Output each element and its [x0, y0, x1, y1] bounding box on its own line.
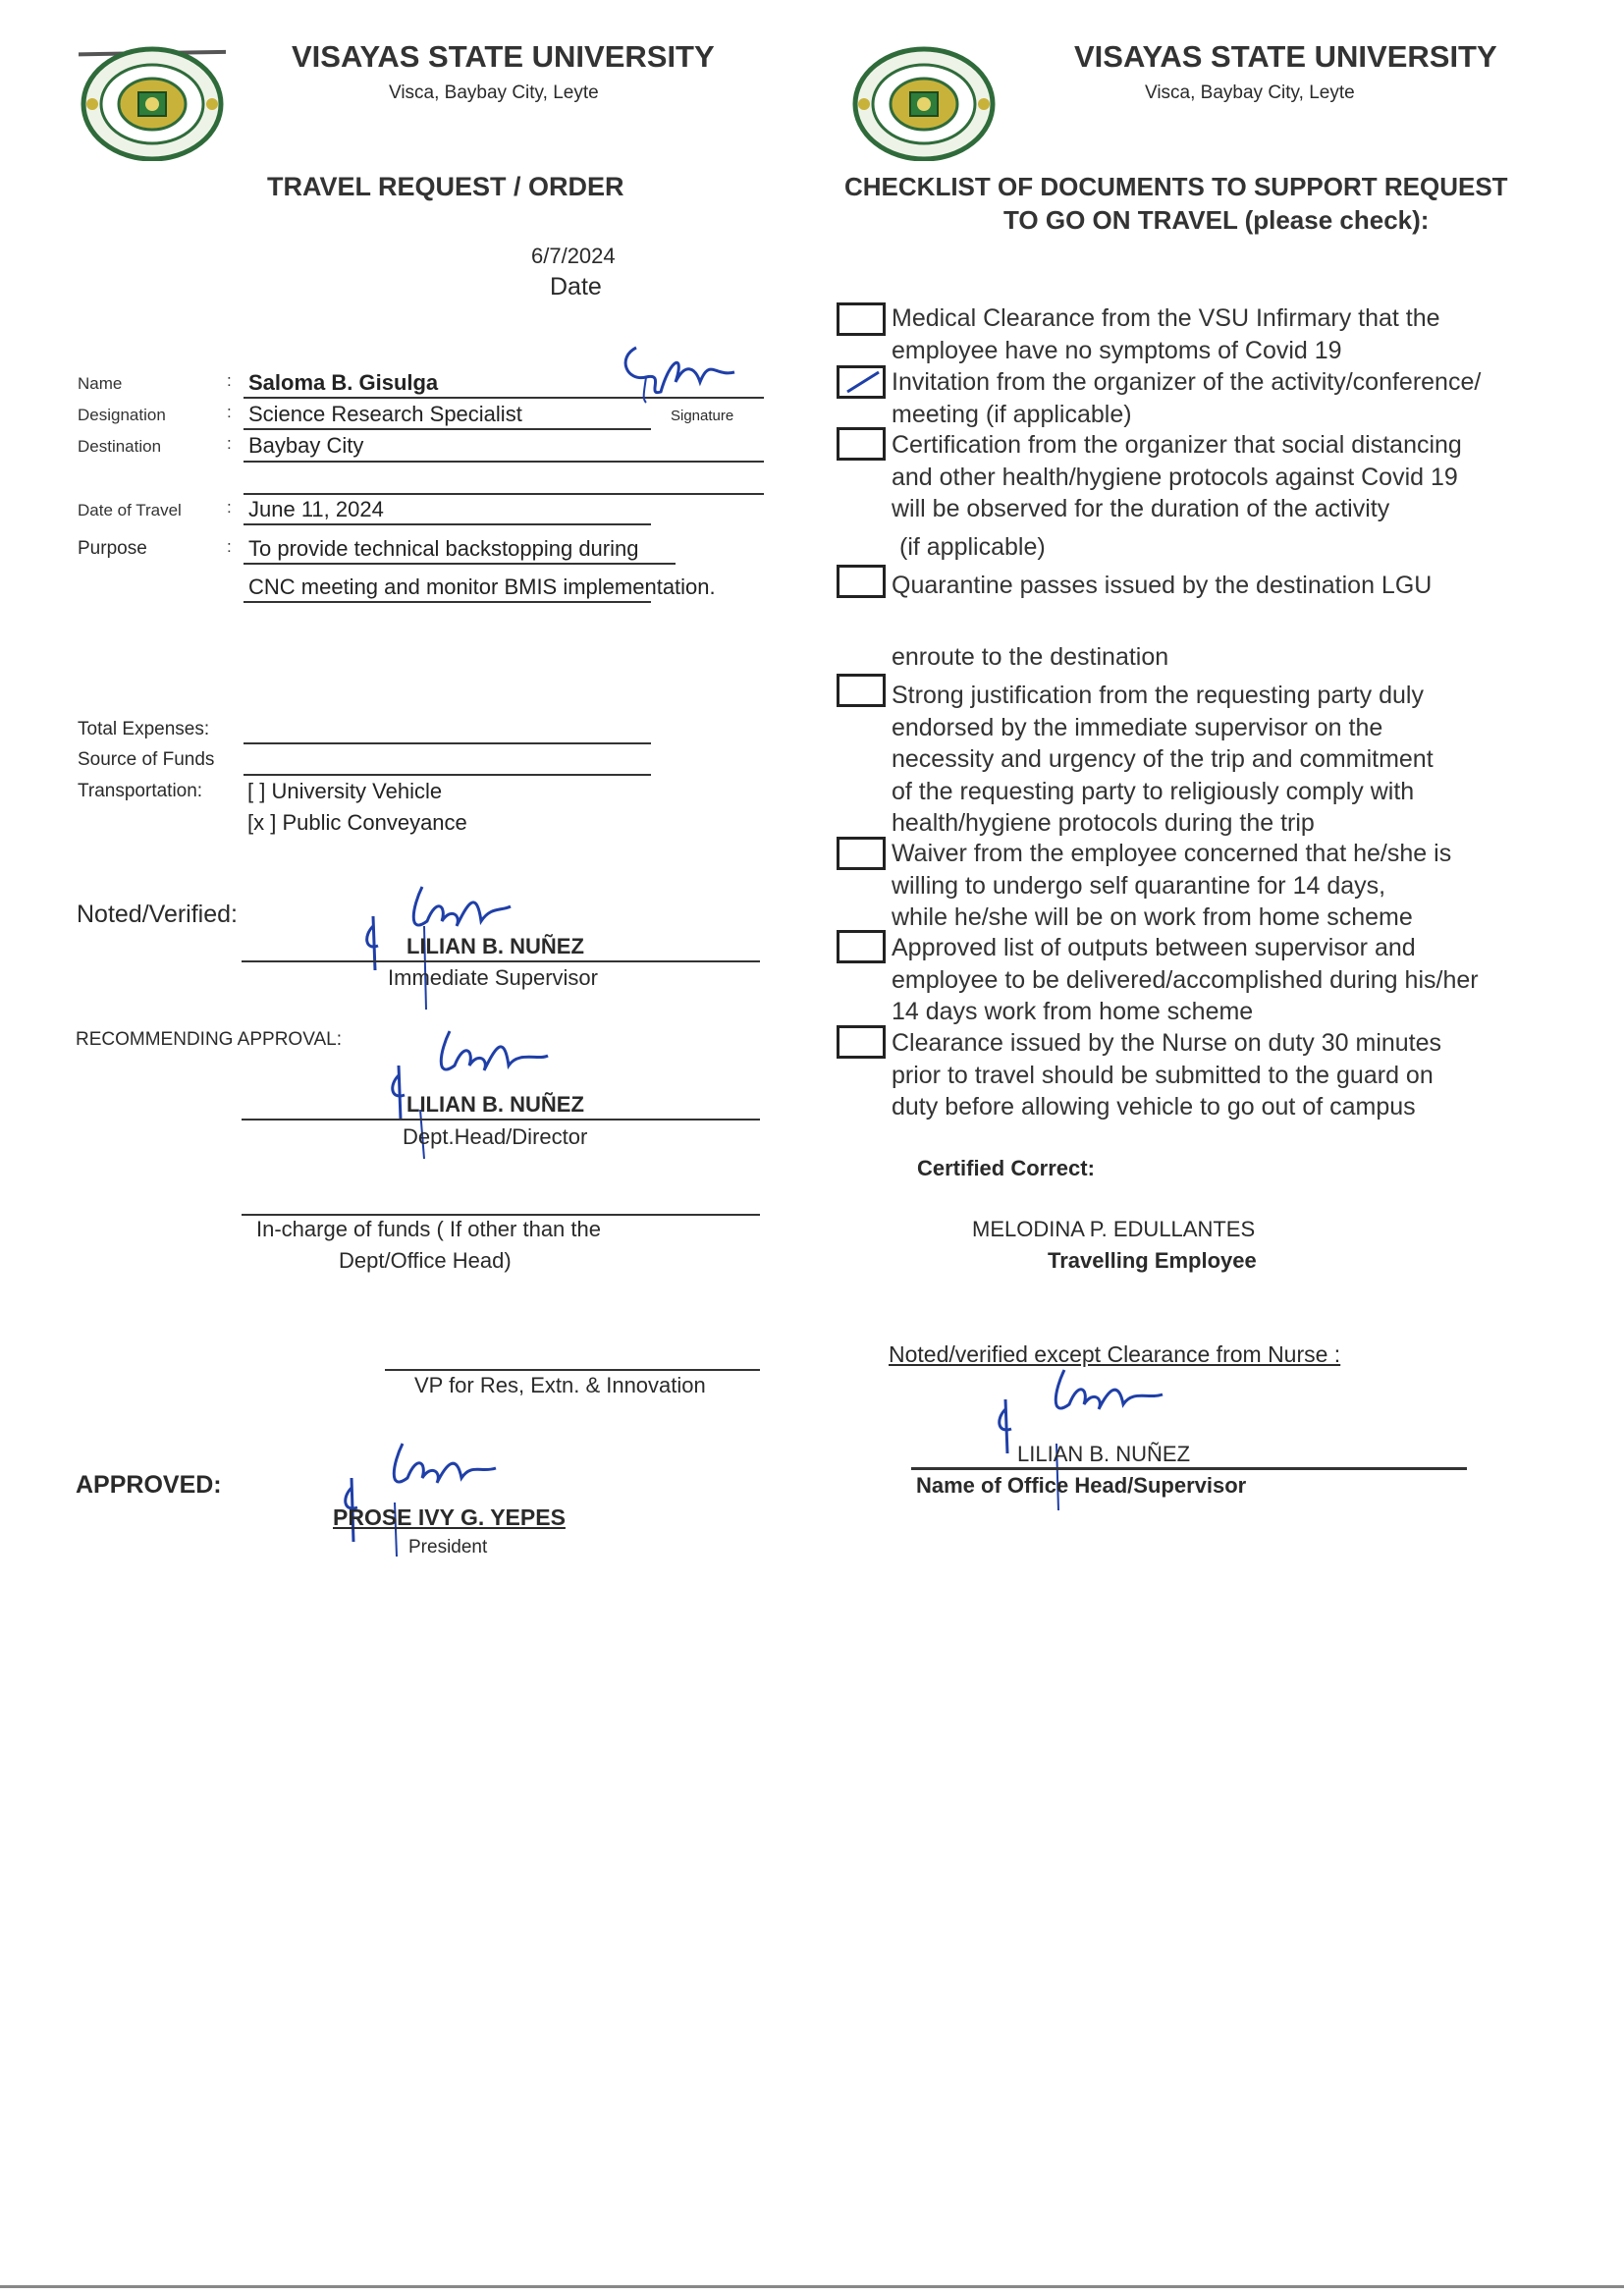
- university-address-right: Visca, Baybay City, Leyte: [1145, 82, 1355, 103]
- purpose-label: Purpose: [78, 538, 147, 559]
- purpose-underline-2: [244, 601, 651, 603]
- date-of-travel-underline: [244, 523, 651, 525]
- date-of-travel-value: June 11, 2024: [248, 497, 384, 521]
- designation-label: Designation: [78, 406, 166, 424]
- university-seal-left: [79, 43, 226, 166]
- vp-line: [385, 1369, 760, 1371]
- source-of-funds-label: Source of Funds: [78, 749, 215, 770]
- checklist-title-line-2: TO GO ON TRAVEL (please check):: [1003, 205, 1430, 235]
- approved-label: APPROVED:: [76, 1471, 222, 1499]
- checkbox-approved-outputs[interactable]: [837, 930, 886, 963]
- checklist-enroute: enroute to the destination: [892, 643, 1169, 671]
- total-expenses-line: [244, 742, 651, 744]
- office-head-name: LILIAN B. NUÑEZ: [1017, 1442, 1191, 1466]
- checkbox-nurse-clearance[interactable]: [837, 1025, 886, 1059]
- total-expenses-label: Total Expenses:: [78, 719, 210, 739]
- checkbox-strong-justification[interactable]: [837, 674, 886, 707]
- checklist-item-nurse-clearance: Clearance issued by the Nurse on duty 30 minutes prior to travel should be submitted to the guard on duty before allowing vehicle to go out of campus: [892, 1029, 1442, 1121]
- date-value: 6/7/2024: [531, 244, 616, 268]
- checkbox-invitation[interactable]: [837, 365, 886, 399]
- incharge-line: [242, 1214, 760, 1216]
- destination-underline-2: [244, 493, 764, 495]
- designation-value: Science Research Specialist: [248, 402, 522, 426]
- colon: :: [227, 498, 232, 517]
- incharge-label-line-2: Dept/Office Head): [339, 1248, 512, 1273]
- designation-underline: [244, 428, 651, 430]
- purpose-line-1: To provide technical backstopping during: [248, 536, 639, 561]
- noted-except-label: Noted/verified except Clearance from Nurse :: [889, 1341, 1341, 1367]
- recommending-line: [242, 1119, 760, 1121]
- scan-edge-line: [0, 2285, 1624, 2288]
- president-title: President: [408, 1537, 488, 1558]
- form-title: TRAVEL REQUEST / ORDER: [267, 172, 624, 201]
- transport-option-university-vehicle: [ ] University Vehicle: [247, 779, 443, 803]
- transport-option-public-conveyance: [x ] Public Conveyance: [247, 810, 467, 835]
- recommending-name: LILIAN B. NUÑEZ: [406, 1092, 584, 1117]
- colon: :: [227, 371, 232, 390]
- office-head-title: Name of Office Head/Supervisor: [916, 1473, 1247, 1498]
- destination-value: Baybay City: [248, 433, 364, 458]
- president-name: PROSE IVY G. YEPES: [333, 1504, 566, 1530]
- transportation-label: Transportation:: [78, 781, 203, 801]
- checkbox-certification[interactable]: [837, 427, 886, 461]
- date-of-travel-label: Date of Travel: [78, 501, 182, 519]
- office-head-line: [911, 1467, 1467, 1470]
- noted-name: LILIAN B. NUÑEZ: [406, 934, 584, 958]
- destination-label: Destination: [78, 437, 162, 456]
- destination-underline: [244, 461, 764, 463]
- checklist-item-certification: Certification from the organizer that social distancing and other health/hygiene protocols against Covid 19 will be observed for the duration of the activity: [892, 431, 1462, 522]
- checklist-item-strong-justification: Strong justification from the requesting party duly endorsed by the immediate supervisor on the necessity and urgency of the trip and commitment of the requesting party to religiously comply with health/hygiene protocols during the trip: [892, 682, 1434, 837]
- employee-signature: [617, 338, 744, 411]
- university-address-left: Visca, Baybay City, Leyte: [389, 82, 599, 103]
- noted-title: Immediate Supervisor: [388, 965, 598, 990]
- checklist-item-invitation: Invitation from the organizer of the activity/conference/ meeting (if applicable): [892, 368, 1482, 428]
- colon: :: [227, 537, 232, 556]
- university-name-right: VISAYAS STATE UNIVERSITY: [1074, 39, 1497, 74]
- colon: :: [227, 434, 232, 453]
- name-label: Name: [78, 374, 123, 393]
- purpose-underline-1: [244, 563, 676, 565]
- checklist-item-medical-clearance: Medical Clearance from the VSU Infirmary that the employee have no symptoms of Covid 19: [892, 304, 1440, 364]
- university-seal-right: [850, 43, 998, 166]
- checklist-title-line-1: CHECKLIST OF DOCUMENTS TO SUPPORT REQUEST: [844, 172, 1508, 201]
- checkbox-medical-clearance[interactable]: [837, 302, 886, 336]
- noted-line: [242, 960, 760, 962]
- travelling-employee-name: MELODINA P. EDULLANTES: [972, 1217, 1256, 1241]
- noted-verified-label: Noted/Verified:: [77, 901, 238, 928]
- checkbox-waiver[interactable]: [837, 837, 886, 870]
- incharge-label-line-1: In-charge of funds ( If other than the: [256, 1217, 601, 1241]
- university-name-left: VISAYAS STATE UNIVERSITY: [292, 39, 715, 74]
- purpose-line-2: CNC meeting and monitor BMIS implementation.: [248, 574, 716, 599]
- checklist-item-quarantine-passes: Quarantine passes issued by the destination LGU: [892, 572, 1433, 599]
- name-value: Saloma B. Gisulga: [248, 370, 439, 395]
- checkbox-quarantine-passes[interactable]: [837, 565, 886, 598]
- recommending-approval-label: RECOMMENDING APPROVAL:: [76, 1029, 342, 1050]
- colon: :: [227, 403, 232, 421]
- vp-label: VP for Res, Extn. & Innovation: [414, 1373, 706, 1397]
- checklist-item-approved-outputs: Approved list of outputs between supervisor and employee to be delivered/accomplished during his/her 14 days work from home scheme: [892, 934, 1479, 1025]
- checklist-item-waiver: Waiver from the employee concerned that he/she is willing to undergo self quarantine for 14 days, while he/she will be on work from home scheme: [892, 840, 1452, 931]
- date-label: Date: [550, 273, 602, 301]
- checklist-if-applicable: (if applicable): [899, 533, 1046, 561]
- travelling-employee-title: Travelling Employee: [1048, 1248, 1257, 1273]
- source-of-funds-line: [244, 774, 651, 776]
- signature-label: Signature: [671, 408, 734, 424]
- certified-correct-label: Certified Correct:: [917, 1156, 1095, 1180]
- recommending-title: Dept.Head/Director: [403, 1124, 588, 1149]
